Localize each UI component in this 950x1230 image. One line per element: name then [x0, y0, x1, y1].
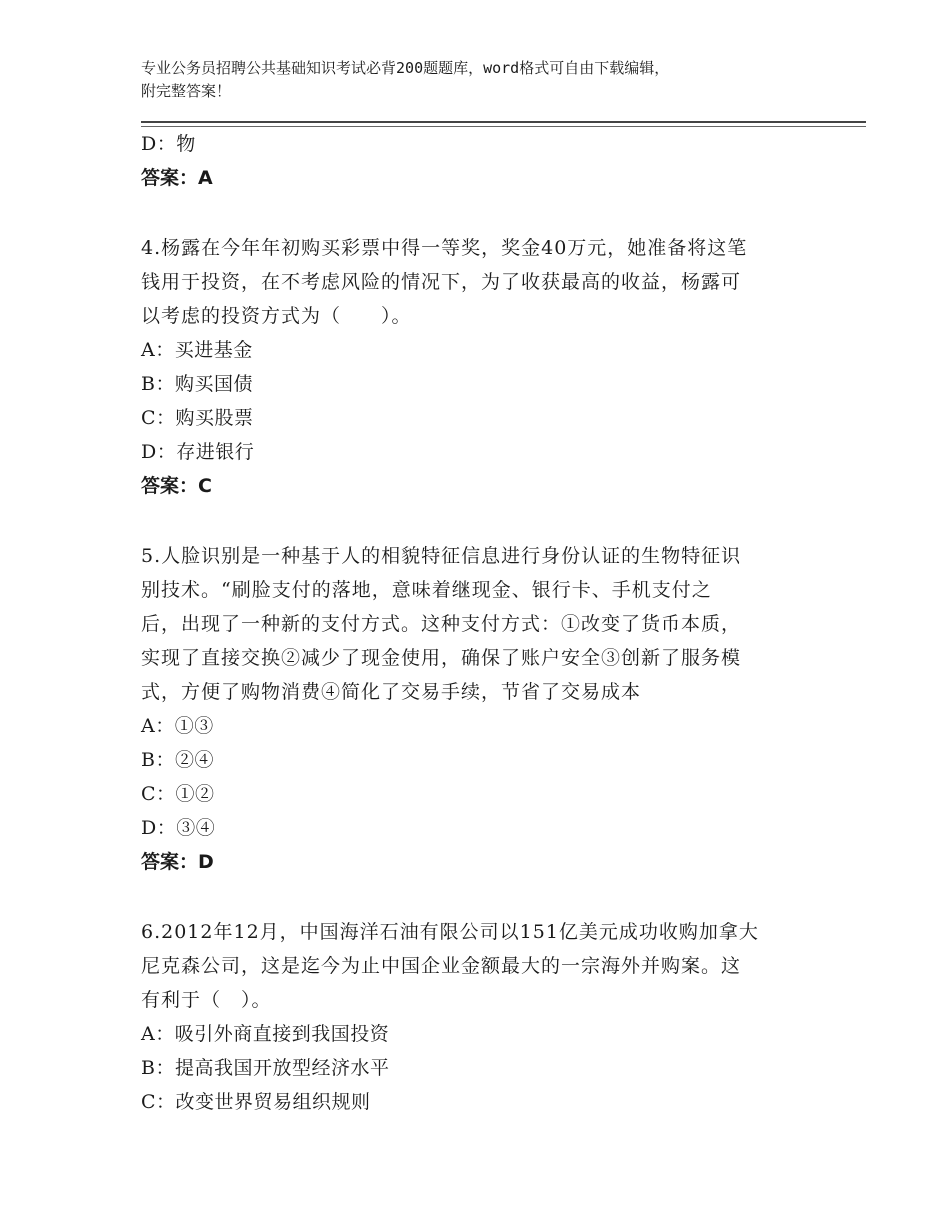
- question-stem: [141, 231, 821, 333]
- option-a: A：①③: [141, 715, 214, 737]
- stem-line: 式，方便了购物消费④简化了交易手续，节省了交易成本: [141, 681, 642, 703]
- option-a: A：吸引外商直接到我国投资: [141, 1023, 390, 1045]
- option-b: B：②④: [141, 749, 214, 771]
- stem-line: 有利于（ ）。: [141, 989, 272, 1011]
- answer-line: 答案：D: [141, 851, 214, 873]
- question-stem: [141, 915, 821, 1017]
- stem-line: 4.杨露在今年年初购买彩票中得一等奖，奖金40万元，她准备将这笔: [141, 237, 748, 259]
- stem-line: 5.人脸识别是一种基于人的相貌特征信息进行身份认证的生物特征识: [141, 545, 742, 567]
- stem-line: 别技术。“刷脸支付的落地，意味着继现金、银行卡、手机支付之: [141, 579, 712, 601]
- option-b: B：购买国债: [141, 373, 253, 395]
- option-d: D：③④: [141, 817, 216, 839]
- header-line-1: 专业公务员招聘公共基础知识考试必背200题题库，word格式可自由下载编辑，: [141, 59, 670, 77]
- option-c: C：改变世界贸易组织规则: [141, 1091, 371, 1113]
- option-d: D：物: [141, 133, 196, 155]
- option-b: B：提高我国开放型经济水平: [141, 1057, 390, 1079]
- question-spacer: [141, 879, 821, 915]
- question-spacer: [141, 503, 821, 539]
- question-3: [141, 127, 821, 195]
- header-divider-thick: [141, 121, 866, 123]
- stem-line: 钱用于投资，在不考虑风险的情况下，为了收获最高的收益，杨露可: [141, 271, 742, 293]
- header-line-2: 附完整答案！: [141, 82, 232, 100]
- question-4: [141, 231, 821, 503]
- stem-line: 实现了直接交换②减少了现金使用，确保了账户安全③创新了服务模: [141, 647, 742, 669]
- option-c: C：购买股票: [141, 407, 254, 429]
- answer-line: 答案：C: [141, 475, 212, 497]
- stem-line: 6.2012年12月，中国海洋石油有限公司以151亿美元成功收购加拿大: [141, 921, 759, 943]
- option-a: A：买进基金: [141, 339, 253, 361]
- question-5: [141, 539, 821, 879]
- option-d: D：存进银行: [141, 441, 255, 463]
- stem-line: 尼克森公司，这是迄今为止中国企业金额最大的一宗海外并购案。这: [141, 955, 742, 977]
- question-stem: [141, 539, 821, 709]
- page-header: [141, 57, 841, 103]
- question-list: [141, 127, 821, 1119]
- stem-line: 后，出现了一种新的支付方式。这种支付方式：①改变了货币本质，: [141, 613, 742, 635]
- question-spacer: [141, 195, 821, 231]
- question-6: [141, 915, 821, 1119]
- option-c: C：①②: [141, 783, 215, 805]
- stem-line: 以考虑的投资方式为（ ）。: [141, 305, 412, 327]
- answer-line: 答案：A: [141, 167, 213, 189]
